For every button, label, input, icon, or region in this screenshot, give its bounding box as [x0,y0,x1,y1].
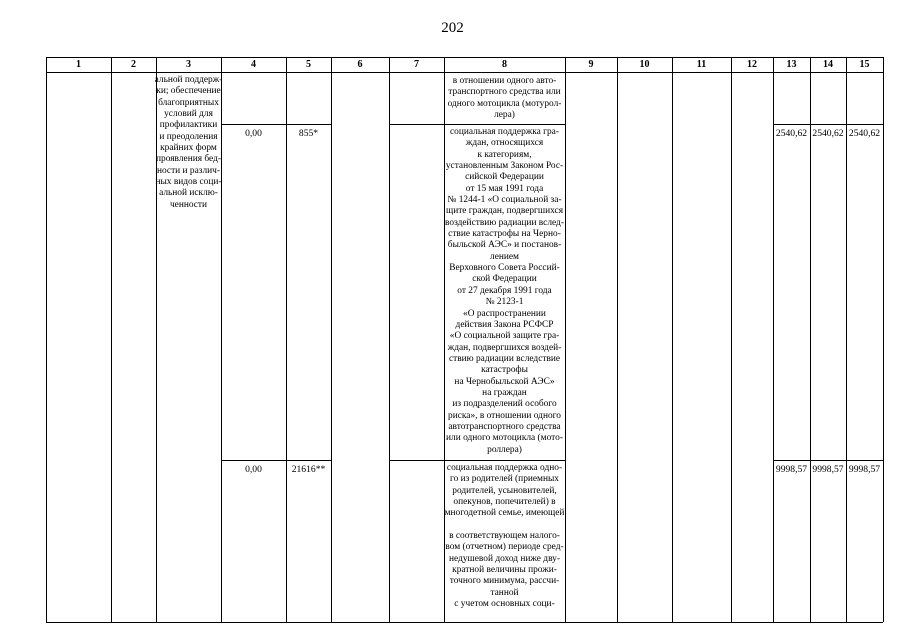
row3-rate-cell: 0,00 [245,464,262,475]
row-rule-2c [773,460,883,461]
col-border [773,57,774,622]
row-rule-1b [389,124,565,125]
column-header-14: 14 [823,59,833,70]
column-header-7: 7 [414,59,419,70]
col-border [810,57,811,622]
page-number: 202 [441,20,464,36]
table-bottom-rule [46,622,883,623]
column-header-13: 13 [786,59,797,70]
col-border [331,57,332,622]
row-rule-1 [221,124,331,125]
col-border [617,57,618,622]
row3-amount-15: 9998,57 [848,464,881,475]
row3-purpose-cell: социальная поддержка одно- го из родителей (приемных родителей, усыновителей, опекунов, попечителей) в многодетной семье, имеющей в соответствующем налого- вом (отчетном) периоде сред- недушевой доход ниже дву- кратной величины прожи- точного минимума, рассчи- танной с учетом основных соци- [444,463,565,610]
row2-count-cell: 855* [298,128,319,139]
row3-amount-14: 9998,57 [812,464,844,475]
row-rule-2 [221,460,331,461]
column-header-10: 10 [639,59,650,70]
col-border [286,57,287,622]
column-header-11: 11 [696,59,707,70]
row1-purpose-cell: в отношении одного авто- транспортного средства или одного мотоцикла (мотурол- лера) [447,76,562,121]
col-border [731,57,732,622]
col-border [672,57,673,622]
row-rule-1c [773,124,883,125]
col-border [46,57,47,622]
row2-amount-14: 2540,62 [812,128,844,139]
task-description-cell: альной поддерж- ки; обеспечение благоприятных условий для профилактики и преодоления крайних форм проявления бед- ности и различ- ных видов соци- альной исклю- ченности [154,75,223,210]
column-header-2: 2 [131,59,136,70]
column-header-15: 15 [859,59,870,70]
col-border [389,57,390,622]
column-header-1: 1 [76,59,81,70]
col-border [883,57,884,622]
row-rule-2b [389,460,565,461]
column-header-9: 9 [588,59,594,70]
row3-count-cell: 21616** [291,464,326,475]
row2-rate-cell: 0,00 [245,128,262,139]
col-border [111,57,112,622]
column-header-6: 6 [357,59,363,70]
column-header-8: 8 [502,59,507,70]
column-header-4: 4 [251,59,256,70]
col-border [846,57,847,622]
row2-purpose-cell: социальная поддержка гра- ждан, относящихся к категориям, установленным Законом Рос- сийской Федерации от 15 мая 1991 года № 1244-1 «О социальной за- щите граждан, подвергшихся воздействию радиации вслед- ствие катастрофы на Черно- быльской АЭС» и постанов- лением Верховного Совета Россий- ской Федерации от 27 декабря 1991 года № 2123-1 «О распространении действия Закона РСФСР «О социальной защите гра- ждан, подвергшихся воздей- ствию радиации вследствие катастрофы на Чернобыльской АЭС» на граждан из подразделений особого риска», в отношении одного автотранспортного средства или одного мотоцикла (мото- роллера) [445,127,564,455]
row2-amount-15: 2540,62 [848,128,881,139]
column-header-5: 5 [306,59,311,70]
column-header-12: 12 [747,59,757,70]
column-header-3: 3 [186,59,191,70]
row3-amount-13: 9998,57 [775,464,808,475]
header-bottom-rule [46,72,883,73]
row2-amount-13: 2540,62 [775,128,808,139]
